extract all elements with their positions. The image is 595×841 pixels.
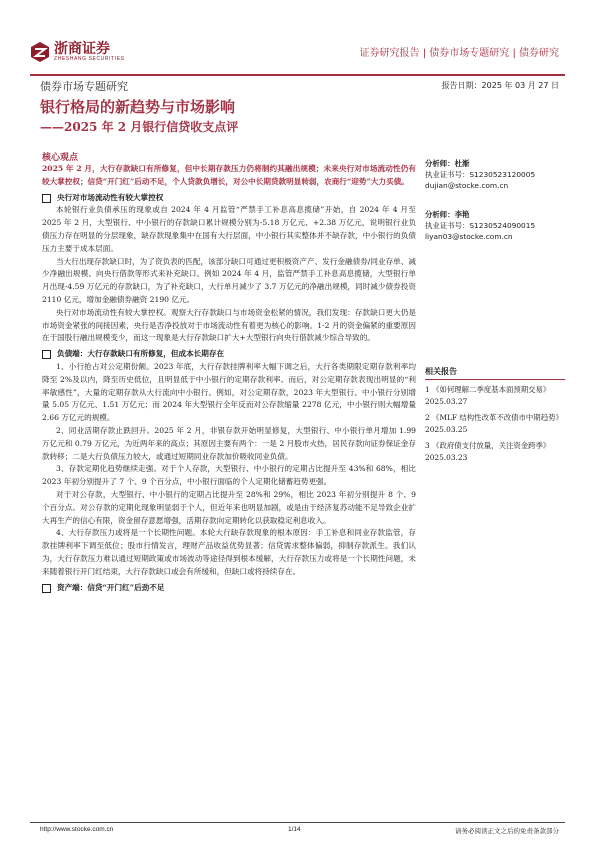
analyst-info [425, 158, 565, 242]
footer-disclaimer: 请务必阅读正文之后的免责条款部分 [455, 827, 559, 835]
report-tags: 证券研究报告 | 债券市场专题研究 | 债券研究 [359, 48, 559, 59]
main-content [42, 163, 416, 594]
analyst-cert: 执业证书号：S1230523120005 [425, 170, 536, 179]
bullet-section [42, 348, 416, 361]
page-number: 1/14 [288, 826, 301, 833]
paragraph: 2、同业活期存款止跌回升。2025 年 2 月，非银存款开始明显修复，大型银行、中小银行单月增加 1.99 万亿元和 0.79 万亿元，为近两年来的高点；其原因主要有两个：一是 2 月股市火热，居民存款向证券保证金存款转移；二是大行负债压力较大，或通过短期同业存款加价吸收同业负债。 [42, 425, 416, 461]
analyst-email[interactable]: liyan03@stocke.com.cn [425, 232, 513, 241]
bullet-title: 负债端：大行存款缺口有所修复，但成本长期存在 [57, 349, 225, 359]
footer-url[interactable]: http://www.stocke.com.cn [40, 826, 114, 833]
section-label: 债券市场专题研究 [40, 80, 128, 93]
report-date: 报告日期：2025 年 03 月 27 日 [441, 81, 559, 90]
related-reports-list [425, 384, 565, 468]
header-divider [30, 74, 565, 76]
analyst-cert: 执业证书号：S1230524090015 [425, 221, 536, 230]
paragraph: 1、小行抢占对公定期份额。2023 年底，大行存款挂牌利率大幅下调之后，大行各类期限定期存款利率均降至 2%及以内，降至历史低位，且明显低于中小银行的定期存款利率。而后，对公定期存款表现出明显的“利率敏感性”，大量的定期存款从大行流向中小银行。例如，对公定期存款，2023 年大型银行、中小银行分别增量 5.05 万亿元、1.51 万亿元；而 2024 年大型银行全年反而对公存款缩量 2278 亿元，中小银行则大幅增量 2.66 万亿元的规模。 [42, 361, 416, 423]
bullet-square-icon [42, 194, 51, 203]
core-intro: 2025 年 2 月，大行存款缺口有所修复，但中长期存款压力仍将制约其融出规模；未来央行对市场流动性仍有较大掌控权；信贷“开门红”后动不足，个人贷款负增长，对公中长期贷款明显转弱，农商行“迎势”大力买债。 [42, 164, 416, 186]
related-report-item[interactable]: 2 《MLF 结构性改革不改债市中期趋势》 2025.03.25 [425, 413, 563, 434]
related-report-item[interactable]: 1 《如何理解二季度基本面预期交易》 2025.03.27 [425, 385, 551, 406]
bullet-square-icon [42, 584, 51, 593]
related-divider [425, 379, 565, 380]
analyst-name: 分析师：杜渐 [425, 159, 470, 168]
paragraph: 对于对公存款，大型银行、中小银行的定期占比提升至 28%和 29%，相比 2023 年初分别提升 8 个、9 个百分点。对公存款的定期化现象明显弱于个人，但近年来也明显加剧，或是由于经济复苏动能不足导致企业扩大再生产的信心有限，资金留存意愿增强，活期存款向定期转化以获取稳定利息收入。 [42, 489, 416, 525]
report-title: 银行格局的新趋势与市场影响 [40, 98, 236, 116]
footer-divider [30, 822, 565, 823]
bullet-section [42, 192, 416, 205]
paragraph: 央行对市场流动性有较大掌控权。观察大行存款缺口与市场资金松紧的情况，我们发现：存款缺口更大仍是市场资金紧张的间接因素，央行是否净投放对于市场流动性有着更为核心的影响。1-2 月的资金偏紧的重要原因在于国股行融出规模变少，而这一现象是大行存款缺口扩大+大型银行向央行借款减少综合导致的。 [42, 307, 416, 343]
paragraph: 4、大行存款压力或将是一个长期性问题。本轮大行缺存款现象的根本原因：手工补息和同业存款监管，存款挂牌利率下调至低位；股市行情发言，理财产品收益优势显著；信贷需求整体偏弱，抑制存款派生。我们认为，大行存款压力难以通过短期政策或市场波动等途径得到根本缓解，大行存款压力或将是一个长期性问题，未来随着银行开门红结束，大行存款缺口或会有所缓和，但缺口或将持续存在。 [42, 528, 416, 576]
brand-logo [30, 38, 125, 66]
analyst-block [425, 209, 565, 242]
bullet-title: 央行对市场流动性有较大掌控权 [57, 192, 164, 202]
brand-mark-icon [30, 41, 50, 63]
report-subtitle: ——2025 年 2 月银行信贷收支点评 [40, 120, 239, 134]
bullet-square-icon [42, 350, 51, 359]
paragraph: 本轮银行业负债承压的现象或自 2024 年 4 月监管“严禁手工补息高息揽储”开始，自 2024 年 4 月至 2025 年 2 月，大型银行、中小银行的存款缺口累计规模分别为-5.18 万亿元、+2.38 万亿元，说明银行业负债压力存在明显的分层现象，缺存款现象集中在国有大行层面，中小银行其实整体并不缺存款，中小银行的负债压力主要于成本层面。 [42, 205, 416, 253]
related-reports-title: 相关报告 [425, 367, 457, 376]
core-view-label: 核心观点 [42, 153, 79, 163]
brand-name: 浙商证券 [54, 41, 110, 57]
paragraph: 当大行出现存款缺口时，为了资负表的匹配，该部分缺口可通过更积极资产产、发行金融债券/同业存单、减少净融出规模、向央行借款等形式来补充缺口。例如 2024 年 4 月，监管严禁手工补息高息揽储，大型银行单月出现-4.59 万亿元的存款缺口，为了补充缺口，大行单月减少了 3.7 万亿元的净融出规模，同时减少债券投资 2110 亿元，增加金融债券融资 2190 亿元。 [42, 256, 416, 304]
bullet-section [42, 582, 416, 595]
related-report-item[interactable]: 3 《政府债支付放量，关注资金跨季》 2025.03.23 [425, 441, 551, 462]
analyst-email[interactable]: dujian@stocke.com.cn [425, 181, 509, 190]
paragraph: 3、存款定期化趋势继续走强。对于个人存款，大型银行、中小银行的定期占比提升至 43%和 68%，相比 2023 年初分别提升了 7 个、9 个百分点，中小银行面临的个人定期化储蓄趋势更强。 [42, 464, 416, 487]
brand-name-en: ZHESHANG SECURITIES [54, 56, 125, 62]
analyst-name: 分析师：李艳 [425, 210, 470, 219]
bullet-title: 资产端：信贷“开门红”后劲不足 [57, 582, 165, 592]
analyst-block [425, 158, 565, 191]
